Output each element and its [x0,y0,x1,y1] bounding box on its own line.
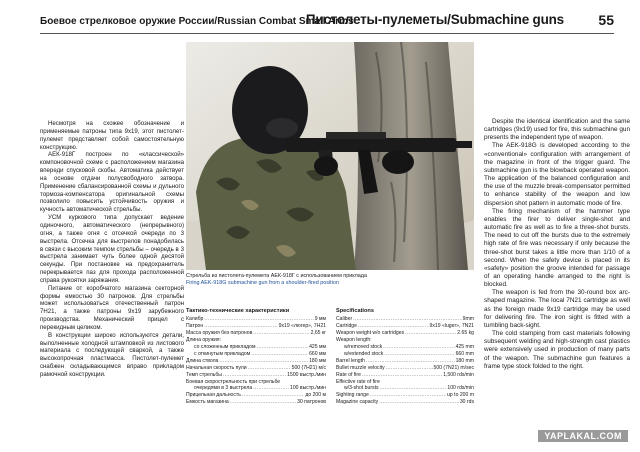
spec-leader-dots [251,351,308,358]
photo-illustration [186,42,474,270]
spec-value: 1500 выстр./мин [287,371,326,378]
spec-label: Прицельная дальность [186,392,241,399]
spec-label: Калибр [186,315,204,322]
spec-leader-dots [380,385,447,392]
en-paragraph: Despite the identical identification and the same cartridges (9x19) used for fire, this submachine gun presents the independent type of weapon. [484,118,630,142]
spec-leader-dots [248,365,291,372]
spec-row [336,358,474,365]
spec-label: Rate of fire [336,371,361,378]
specs-table-en [336,308,474,406]
spec-value: 9х19 «luger», 7N21 [429,322,474,329]
spec-value: 425 mm [455,343,474,350]
spec-value: 500 (7Н21) м/с [291,364,326,371]
spec-row [186,399,326,406]
spec-label: Начальная скорость пули [186,364,247,371]
spec-label: со сложенным прикладом [194,343,256,350]
spec-leader-dots [230,399,296,406]
specs-table-ru [186,308,326,406]
spec-leader-dots [362,372,442,379]
spec-value: up to 200 m [447,392,474,399]
spec-label: Патрон [186,322,204,329]
spec-label: Effective rate of fire [336,378,380,385]
book-title: Боевое стрелковое оружие России/Russian Combat Small Arms [40,16,354,27]
specs-title-en: Specifications [336,308,374,314]
specs-title-ru: Тактико-технические характеристики [186,308,290,314]
spec-row [186,379,326,386]
photo-caption [186,273,474,287]
spec-row [336,372,474,379]
russian-body-text [40,120,184,379]
spec-label: Bullet muzzle velocity [336,364,385,371]
spec-label: Емкость магазина [186,399,229,406]
spec-row [186,323,326,330]
spec-label: Sighting range [336,392,369,399]
spec-label: w/extended stock [344,350,384,357]
spec-row [336,399,474,406]
spec-value: 180 mm [455,357,474,364]
spec-leader-dots [223,372,286,379]
spec-leader-dots [366,358,455,365]
spec-leader-dots [405,330,456,337]
spec-value: 100 rds/min [447,385,474,392]
spec-leader-dots [253,330,309,337]
spec-value: 100 выстр./мин [290,385,326,392]
en-paragraph: The firing mechanism of the hammer type enables the firer to deliver single-shot and automatic fire as well as to fire a three-shot bursts. The need to cut off the bursts due to the extremely high rate of fire was necessary if only because the three-shot burst takes a little more than 1/10 of a second. When the safety device is placed in its «safety» position the groove intended for passage of an operating handle arranged to the right is blocked. [484,207,630,289]
spec-leader-dots [256,344,308,351]
spec-label: Weapon weight w/o cartridges [336,329,405,336]
spec-row [336,365,474,372]
spec-leader-dots [242,392,304,399]
spec-leader-dots [379,399,459,406]
spec-label: Масса оружия без патронов [186,329,253,336]
spec-row [186,351,326,358]
spec-value: 660 mm [455,350,474,357]
photo-soldier-firing-aek918g [186,42,474,270]
spec-row [186,344,326,351]
spec-row [336,351,474,358]
spec-leader-dots [383,344,454,351]
spec-row [186,358,326,365]
spec-value: 660 мм [309,350,326,357]
spec-label: Magazine capacity [336,399,379,406]
spec-leader-dots [358,323,429,330]
spec-value: 9 мм [314,315,326,322]
spec-leader-dots [370,392,446,399]
ru-paragraph: Несмотря на схожее обозначение и применяемые патроны типа 9х19, этот пистолет-пулемет представляет собой самостоятельную конструкцию. [40,120,184,151]
spec-leader-dots [386,365,433,372]
watermark: YAPLAKAL.COM [538,430,628,442]
spec-row [186,372,326,379]
spec-leader-dots [204,316,313,323]
spec-label: w/3-shot bursts [344,385,379,392]
page-number: 55 [598,12,614,28]
spec-row [336,337,474,344]
spec-row [336,379,474,386]
spec-row [336,323,474,330]
spec-row [186,316,326,323]
spec-label: w/removed stock [344,343,383,350]
ru-paragraph: АЕК-918Г построен по «классической» компоновочной схеме с расположением магазина впереди спусковой скобы. Автоматика действует на основе отдачи полусвободного затвора. Применение сбалансированной схемы и дульного тормоза-компенсатора оригинальной схемы позволило повысить устойчивость оружия и кучность автоматической стрельбы. [40,151,184,214]
spec-value: 180 мм [309,357,326,364]
en-paragraph: The AEK-918G is developed according to the «conventional» configuration with arrangement of the magazine in front of the trigger guard. The submachine gun is the blowback operated weapon. The application of the balanced configuration and the use of the muzzle break-compensator permitted to enhance stability of the weapon and low dispersion shot pattern in automatic mode of fire. [484,142,630,207]
spec-leader-dots [219,358,308,365]
spec-label: Боевая скорострельность при стрельбе [186,378,281,385]
spec-value: 30 патронов [297,399,326,406]
spec-value: 500 (7N21) m/sec [433,364,474,371]
ru-paragraph: В конструкции широко используются детали, выполненные холодной штамповкой из листового материала с последующей сваркой, а также высокопрочная пластмасса. Пистолет-пулемет снабжен складывающимся вправо приkладом рамочной конструкции. [40,331,184,378]
section-title: Пистолеты-пулеметы/Submachine guns [305,12,564,27]
english-body-text [484,118,630,371]
spec-label: Cartridge [336,322,357,329]
spec-label: Длина ствола [186,357,219,364]
spec-value: 1,500 rds/min [443,371,474,378]
ru-paragraph: Питание от коробчатого магазина секторной формы емкостью 30 патронов. Для стрельбы может использоваться отечественный патрон 7Н21, а также патроны 9х19 зарубежного производства. Механический прицел с перекидным целиком. [40,284,184,331]
ru-paragraph: УСМ куркового типа допускает ведение одиночного, автоматического (непрерывного) огня, а также огня с отсечкой очереди по 3 выстрела. Отсечка для выстрелов понадобилась в связи с высоким темпом стрельбы – очередь в 3 выстрела занимает чуть более одной десятой секунды. При постановке на предохранитель перекрывается паз для прохода расположенной справа рукоятки заряжания. [40,214,184,284]
spec-label: Темп стрельбы [186,371,222,378]
spec-leader-dots [353,316,462,323]
spec-label: с откинутым прикладом [194,350,251,357]
en-paragraph: The cold stamping from cast materials following subsequent welding and high-strength cast plastics were extensively used in production of many parts of the weapon. The submachine gun features a frame type stock folded to the right. [484,330,630,370]
spec-leader-dots [204,323,277,330]
spec-value: 9mm [462,315,474,322]
spec-row [186,330,326,337]
spec-value: 2,65 кг [310,329,326,336]
spec-row [336,344,474,351]
spec-row [186,385,326,392]
header-rule [40,33,614,34]
spec-row [336,316,474,323]
caption-en: Firing AEK-918G submachine gun from a shoulder-fired position [186,280,339,286]
spec-row [186,392,326,399]
spec-row [186,337,326,344]
spec-label: Weapon length: [336,336,372,343]
spec-row [336,385,474,392]
caption-ru: Стрельба из пистолета-пулемета АЕК-918Г с использованием приклада [186,273,367,279]
spec-leader-dots [253,385,289,392]
spec-row [336,392,474,399]
spec-label: Caliber [336,315,353,322]
spec-value: 9х19 «люгер», 7Н21 [278,322,326,329]
spec-row [186,365,326,372]
spec-label: Barrel length [336,357,365,364]
spec-label: Длина оружия: [186,336,221,343]
spec-label: очередями в 3 выстрела [194,385,253,392]
en-paragraph: The weapon is fed from the 30-round box arc-shaped magazine. The local 7N21 cartridge as well as the foreign made 9x19 cartridge may be used for delivering fire. The iron sight is fitted with a tumbling back-sight. [484,289,630,329]
spec-row [336,330,474,337]
spec-value: до 200 м [305,392,326,399]
spec-value: 30 rds [459,399,474,406]
spec-leader-dots [384,351,454,358]
spec-value: 425 мм [309,343,326,350]
spec-value: 2.65 kg [457,329,474,336]
